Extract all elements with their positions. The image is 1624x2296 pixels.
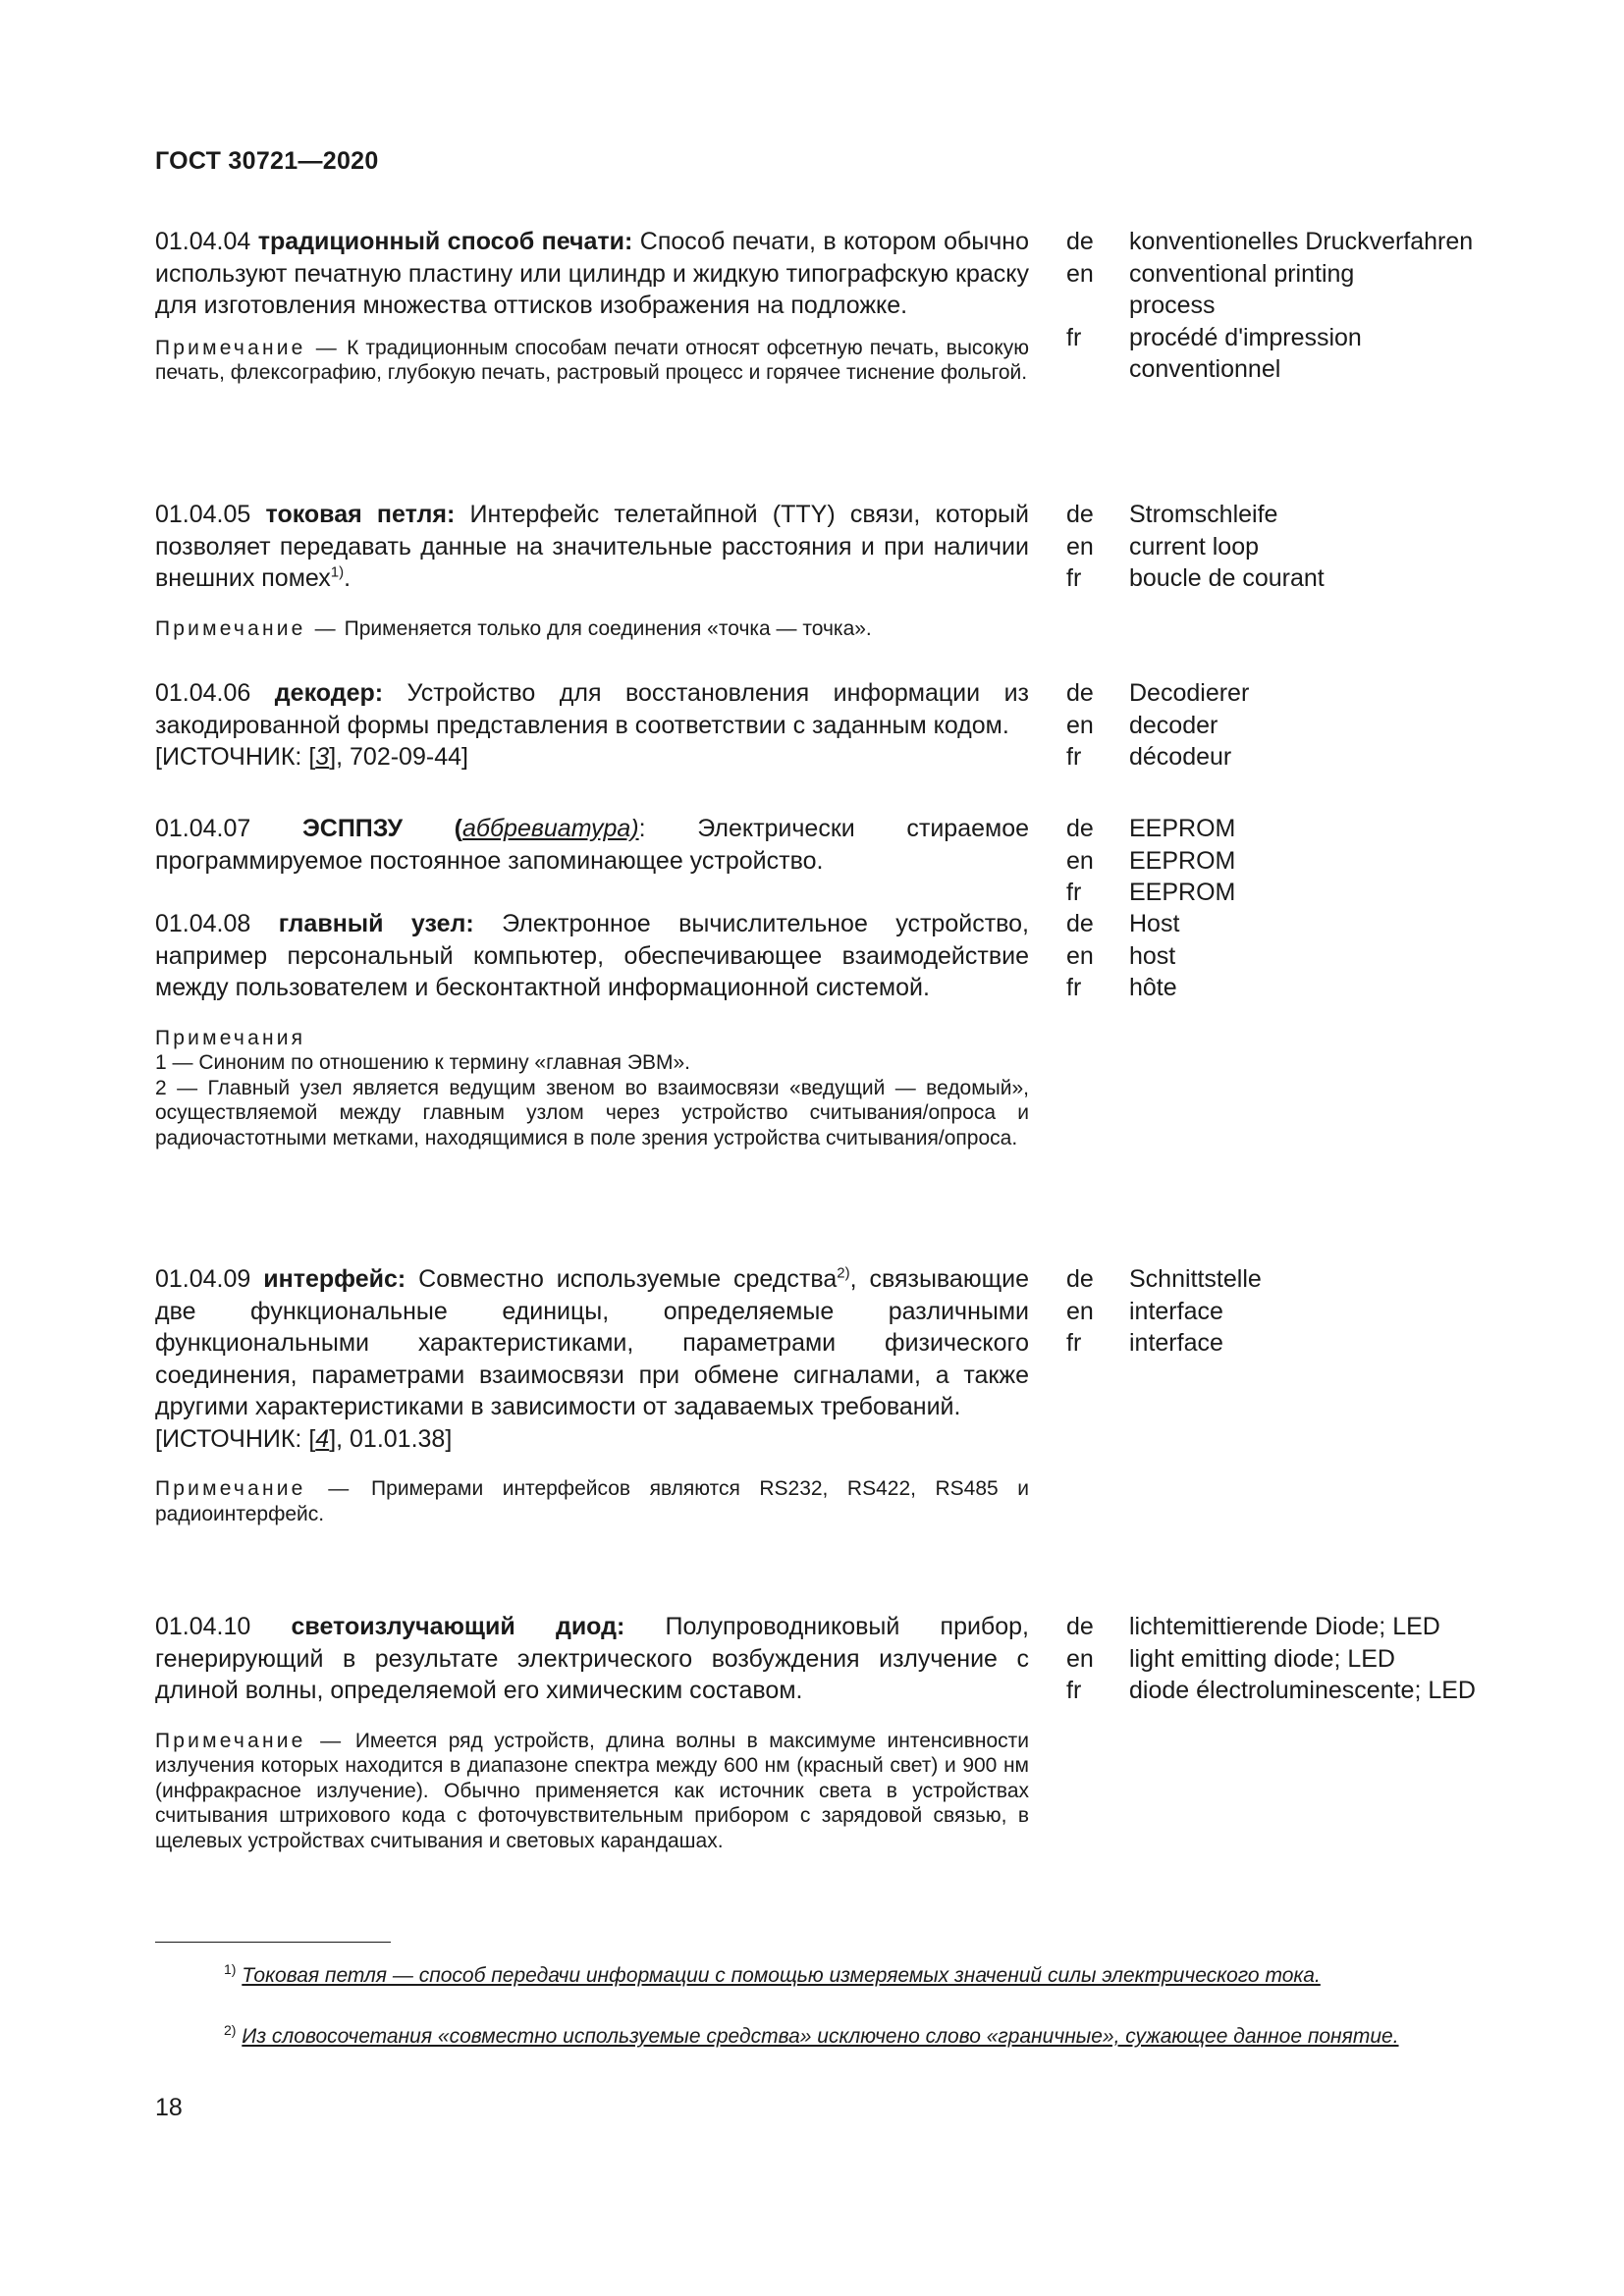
term-title: светоизлучающий диод: — [291, 1613, 625, 1640]
term-definition: Совместно используемые средства — [418, 1265, 838, 1293]
lang-code: fr — [1066, 879, 1082, 906]
lang-term: conventional printing process — [1129, 259, 1355, 319]
footnote-ref: 2) — [837, 1264, 850, 1282]
term-title: интерфейс: — [263, 1265, 406, 1293]
term-translations — [1066, 908, 1502, 1004]
term-note — [155, 336, 1029, 386]
lang-term: decoder — [1129, 711, 1218, 739]
footnote-mark: 2) — [224, 2022, 237, 2038]
lang-code: en — [1066, 711, 1094, 739]
source-suffix: ], 01.01.38] — [329, 1424, 453, 1453]
term-note — [155, 1729, 1029, 1854]
lang-code: de — [1066, 910, 1094, 937]
footnote — [155, 1956, 1487, 1989]
footnote-separator — [155, 1942, 391, 1943]
lang-term: décodeur — [1129, 743, 1232, 771]
term-translations — [1066, 226, 1502, 386]
note-label: Примечание — — [155, 616, 339, 640]
lang-term: lichtemittierende Diode; LED — [1129, 1613, 1440, 1640]
page-number: 18 — [155, 2094, 183, 2121]
term-definition: Электронное вычислительное устройство, например персональный компьютер, обеспечивающее взаимодействие между пользователем и бесконтактной информационной системой. — [155, 910, 1029, 1001]
term-translations — [1066, 1611, 1502, 1707]
lang-code: de — [1066, 679, 1094, 707]
lang-term: Schnittstelle — [1129, 1265, 1262, 1293]
lang-term: interface — [1129, 1297, 1223, 1325]
lang-code: en — [1066, 532, 1094, 561]
term-number: 01.04.10 — [155, 1613, 251, 1640]
term-number: 01.04.07 — [155, 815, 251, 842]
lang-code: fr — [1066, 564, 1082, 592]
term-note — [155, 616, 1029, 642]
source-prefix: [ИСТОЧНИК: [ — [155, 743, 316, 771]
lang-term: interface — [1129, 1329, 1223, 1357]
term-translations — [1066, 499, 1502, 595]
term-number: 01.04.05 — [155, 501, 251, 528]
term-entry — [155, 813, 1508, 906]
lang-term: EEPROM — [1129, 879, 1236, 906]
lang-term: Host — [1129, 910, 1180, 937]
lang-term: konventionelles Druckverfahren — [1129, 228, 1474, 255]
lang-term: EEPROM — [1129, 846, 1236, 875]
term-source — [155, 1423, 1508, 1456]
lang-term: Decodierer — [1129, 679, 1250, 707]
lang-code: en — [1066, 259, 1094, 288]
lang-term: procédé d'impression conventionnel — [1129, 323, 1362, 383]
lang-code: fr — [1066, 1677, 1082, 1704]
source-prefix: [ИСТОЧНИК: [ — [155, 1424, 316, 1453]
term-number: 01.04.09 — [155, 1265, 251, 1293]
term-entry — [155, 677, 1508, 774]
term-title: главный узел: — [278, 910, 474, 937]
note-text: Применяется только для соединения «точка — точка». — [344, 616, 872, 640]
term-translations — [1066, 1263, 1502, 1360]
lang-code: fr — [1066, 974, 1082, 1001]
source-reference-link[interactable]: 3 — [315, 743, 330, 771]
lang-term: boucle de courant — [1129, 564, 1325, 592]
term-number: 01.04.04 — [155, 228, 251, 255]
lang-code: en — [1066, 1644, 1094, 1673]
lang-term: diode électroluminescente; LED — [1129, 1677, 1476, 1704]
lang-code: de — [1066, 1265, 1094, 1293]
footnote-ref: 1) — [330, 563, 345, 581]
term-entry — [155, 499, 1508, 641]
lang-code: de — [1066, 228, 1094, 255]
lang-code: en — [1066, 941, 1094, 970]
document-header: ГОСТ 30721—2020 — [155, 147, 379, 175]
lang-term: light emitting diode; LED — [1129, 1644, 1395, 1673]
lang-code: de — [1066, 815, 1094, 842]
footnote-mark: 1) — [224, 1961, 237, 1977]
note-text: Имеется ряд устройств, длина волны в максимуме интенсивности излучения которых находится в диапазоне спектра между 600 нм (красный свет) и 900 нм (инфракрасное излучение). Обычно применяется как источник света в устройствах считывания штрихового кода с фоточувствительным прибором с зарядовой связью, в щелевых устройствах считывания и световых карандашах. — [155, 1729, 1029, 1852]
lang-term: Stromschleife — [1129, 501, 1278, 528]
note-item: 1 — Синоним по отношению к термину «главная ЭВМ». — [155, 1051, 690, 1074]
lang-term: host — [1129, 941, 1176, 970]
footnote-text: Токовая петля — способ передачи информации с помощью измеряемых значений силы электрического тока. — [242, 1964, 1321, 1987]
term-entry — [155, 908, 1508, 1150]
term-note — [155, 1476, 1029, 1526]
footnote — [155, 2017, 1487, 2050]
term-translations — [1066, 813, 1502, 909]
lang-code: en — [1066, 1297, 1094, 1325]
lang-term: current loop — [1129, 532, 1260, 561]
term-number: 01.04.08 — [155, 910, 251, 937]
source-reference-link[interactable]: 4 — [315, 1424, 330, 1453]
term-title: токовая петля: — [265, 501, 456, 528]
lang-term: EEPROM — [1129, 815, 1236, 842]
lang-code: de — [1066, 1613, 1094, 1640]
note-text: К традиционным способам печати относят офсетную печать, высокую печать, флексографию, глубокую печать, растровый процесс и горячее тиснение фольгой. — [155, 336, 1029, 384]
term-notes — [155, 1026, 1029, 1151]
term-definition: Способ печати, в котором обычно используют печатную пластину или цилиндр и жидкую типографскую краску для изготовления множества оттисков изображения на подложке. — [155, 228, 1029, 319]
term-title: ЭСППЗУ ( — [301, 815, 463, 842]
lang-code: fr — [1066, 743, 1082, 771]
abbreviation-link[interactable]: аббревиатура) — [462, 815, 639, 842]
term-entry — [155, 226, 1508, 386]
lang-code: de — [1066, 501, 1094, 528]
term-title: декодер: — [274, 679, 384, 707]
term-definition-end: . — [344, 564, 352, 592]
note-label: Примечание — — [155, 1729, 345, 1752]
term-translations — [1066, 677, 1502, 774]
source-suffix: ], 702-09-44] — [329, 743, 468, 771]
term-title: традиционный способ печати: — [257, 228, 633, 255]
note-item: 2 — Главный узел является ведущим звеном во взаимосвязи «ведущий — ведомый», осуществляемой между главным узлом через устройство считывания/опроса и радиочастотными метками, находящимися в поле зрения устройства считывания/опроса. — [155, 1076, 1029, 1149]
term-entry — [155, 1263, 1508, 1526]
term-definition: Полупроводниковый прибор, генерирующий в результате электрического возбуждения излучение с длиной волны, определяемой его химическим составом. — [155, 1613, 1030, 1704]
lang-code: en — [1066, 846, 1094, 875]
lang-code: fr — [1066, 1329, 1082, 1357]
footnote-text: Из словосочетания «совместно используемые средства» исключено слово «граничные», сужающее данное понятие. — [242, 2025, 1399, 2048]
term-number: 01.04.06 — [155, 679, 251, 707]
term-definition: : Электрически стираемое программируемое постоянное запоминающее устройство. — [155, 815, 1029, 875]
lang-term: hôte — [1129, 974, 1177, 1001]
term-definition-cont: , связывающие две функциональные единицы, определяемые различными функциональными характеристиками, параметрами физического соединения, параметрами взаимосвязи при обмене сигналами, а также другими характеристиками в зависимости от задаваемых требований. — [155, 1265, 1030, 1420]
notes-label: Примечания — [155, 1026, 306, 1049]
term-entry — [155, 1611, 1508, 1853]
note-text: Примерами интерфейсов являются RS232, RS422, RS485 и радиоинтерфейс. — [155, 1477, 1029, 1525]
note-label: Примечание — — [155, 336, 340, 359]
note-label: Примечание — — [155, 1477, 352, 1500]
lang-code: fr — [1066, 323, 1082, 351]
term-definition: Интерфейс телетайпной (TTY) связи, который позволяет передавать данные на значительные расстояния и при наличии внешних помех — [155, 501, 1029, 592]
term-definition: Устройство для восстановления информации из закодированной формы представления в соответствии с заданным кодом. — [155, 679, 1029, 739]
